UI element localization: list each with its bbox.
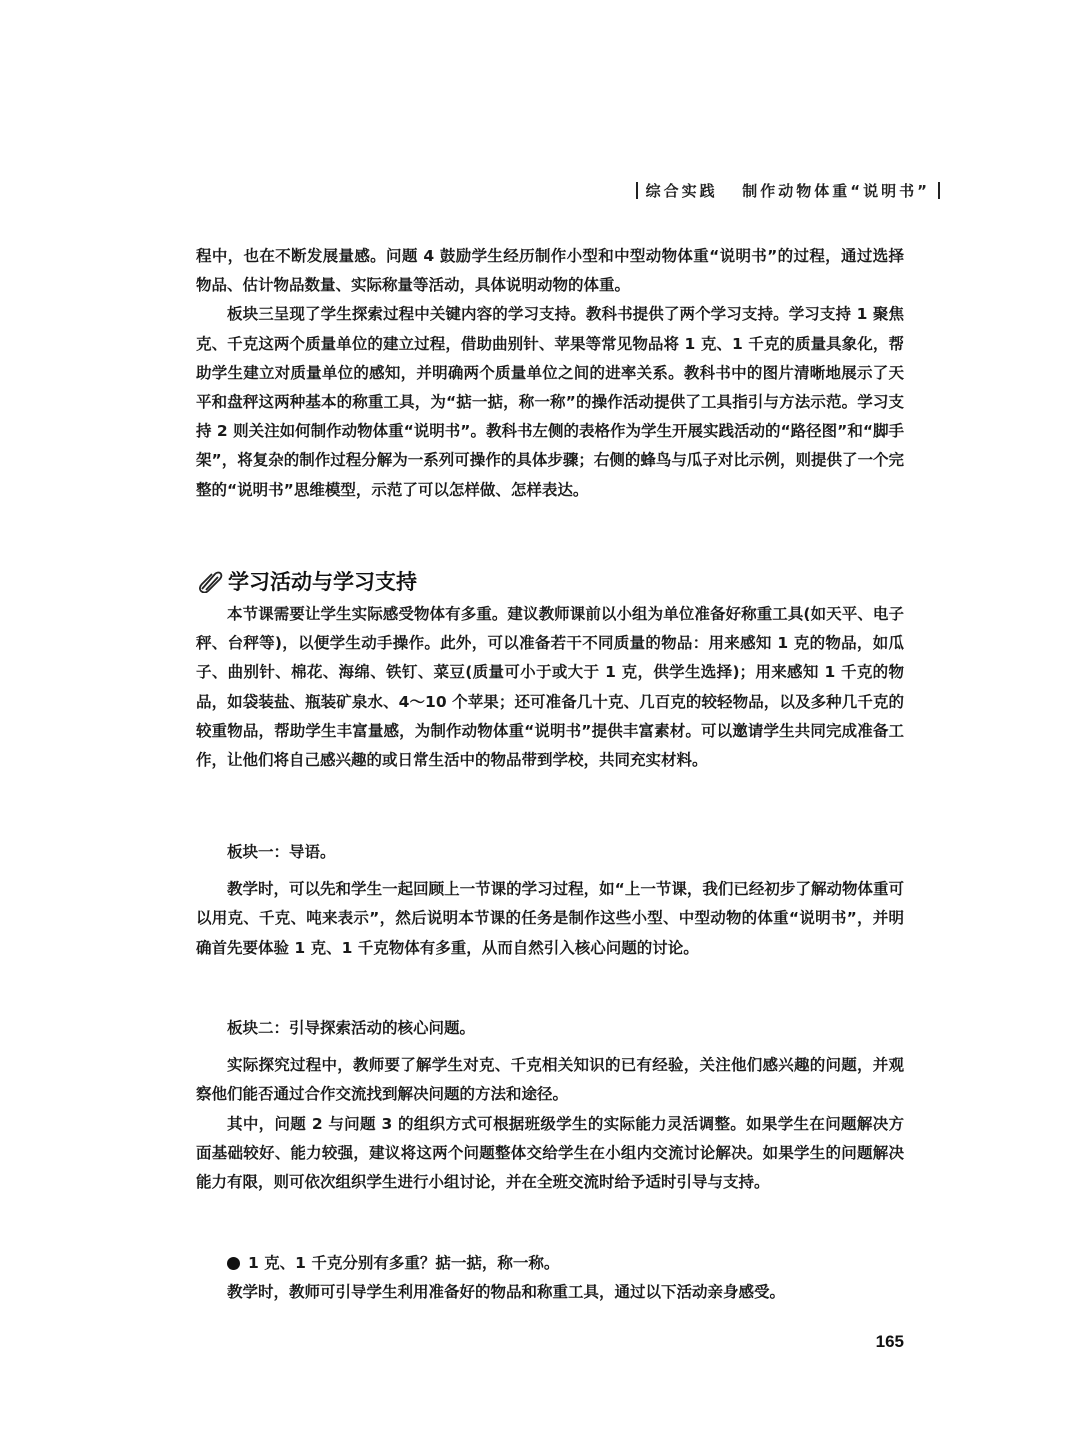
module-1 [196, 838, 904, 963]
module-2-paragraph-2: 其中，问题 2 与问题 3 的组织方式可根据班级学生的实际能力灵活调整。如果学生在问题解决方面基础较好、能力较强，建议将这两个问题整体交给学生在小组内交流讨论解决。如果学生的问题解决能力有限，则可依次组织学生进行小组讨论，并在全班交流时给予适时引导与支持。 [196, 1114, 904, 1192]
page-number: 165 [875, 1332, 904, 1351]
bullet-title: 1 克、1 千克分别有多重？掂一掂，称一称。 [248, 1254, 560, 1272]
header-title: 制作动物体重“说明书” [742, 182, 930, 200]
module-1-heading: 板块一：导语。 [227, 843, 336, 861]
bullet-dot-icon [227, 1257, 240, 1270]
section-body [196, 600, 904, 775]
header-bar-right [938, 182, 940, 199]
header-section: 综合实践 [645, 182, 718, 200]
module-2-paragraph-1: 实际探究过程中，教师要了解学生对克、千克相关知识的已有经验，关注他们感兴趣的问题，并观察他们能否通过合作交流找到解决问题的方法和途径。 [196, 1056, 904, 1104]
header-bar-left [636, 182, 638, 199]
section-paragraph-1: 本节课需要让学生实际感受物体有多重。建议教师课前以小组为单位准备好称重工具(如天平、电子秤、台秤等)，以便学生动手操作。此外，可以准备若干不同质量的物品：用来感知 1 克的物品，如瓜子、曲别针、棉花、海绵、铁钉、菜豆(质量可小于或大于 1 克，供学生选择)；用来感知 1 千克的物品，如袋装盐、瓶装矿泉水、4～10 个苹果；还可准备几十克、几百克的较轻物品，以及多种几千克的较重物品，帮助学生丰富量感，为制作动物体重“说明书”提供丰富素材。可以邀请学生共同完成准备工作，让他们将自己感兴趣的或日常生活中的物品带到学校，共同充实材料。 [196, 605, 904, 770]
intro-text [196, 242, 904, 505]
paperclip-icon [196, 569, 224, 593]
section-title-text: 学习活动与学习支持 [228, 570, 417, 594]
module-2 [196, 1014, 904, 1197]
section-title [196, 566, 417, 596]
bullet-paragraph: 教学时，教师可引导学生利用准备好的物品和称重工具，通过以下活动亲身感受。 [227, 1283, 786, 1302]
intro-paragraph-1: 程中，也在不断发展量感。问题 4 鼓励学生经历制作小型和中型动物体重“说明书”的过程，通过选择物品、估计物品数量、实际称量等活动，具体说明动物的体重。 [196, 247, 904, 295]
running-header [628, 180, 948, 201]
bullet-heading [196, 1249, 904, 1278]
bullet-section [196, 1249, 904, 1307]
module-2-heading: 板块二：引导探索活动的核心问题。 [227, 1019, 476, 1037]
module-1-paragraph: 教学时，可以先和学生一起回顾上一节课的学习过程，如“上一节课，我们已经初步了解动物体重可以用克、千克、吨来表示”，然后说明本节课的任务是制作这些小型、中型动物的体重“说明书”，并明确首先要体验 1 克、1 千克物体有多重，从而自然引入核心问题的讨论。 [196, 880, 904, 957]
intro-paragraph-2: 板块三呈现了学生探索过程中关键内容的学习支持。教科书提供了两个学习支持。学习支持 1 聚焦克、千克这两个质量单位的建立过程，借助曲别针、苹果等常见物品将 1 克、1 千克的质量具象化，帮助学生建立对质量单位的感知，并明确两个质量单位之间的进率关系。教科书中的图片清晰地展示了天平和盘秤这两种基本的称重工具，为“掂一掂，称一称”的操作活动提供了工具指引与方法示范。学习支持 2 则关注如何制作动物体重“说明书”。教科书左侧的表格作为学生开展实践活动的“路径图”和“脚手架”，将复杂的制作过程分解为一系列可操作的具体步骤；右侧的蜂鸟与瓜子对比示例，则提供了一个完整的“说明书”思维模型，示范了可以怎样做、怎样表达。 [196, 305, 905, 499]
